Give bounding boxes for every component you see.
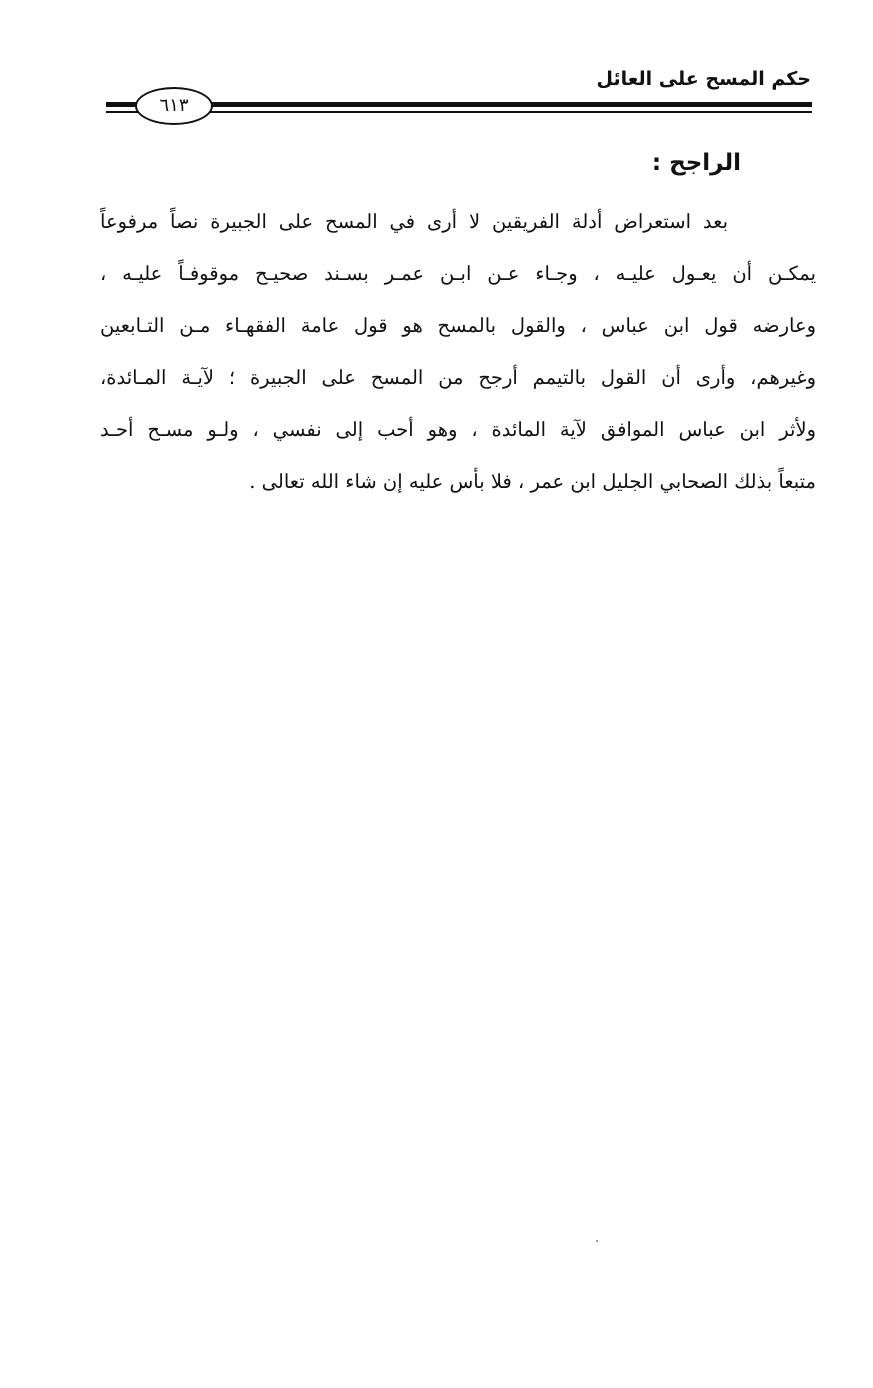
text-line-1: بعد استعراض أدلة الفريقين لا أرى في المسح على الجبيرة نصاً مرفوعاً	[100, 210, 728, 233]
body-paragraph	[100, 196, 816, 508]
text-line-4: وغيرهم، وأرى أن القول بالتيمم أرجح من المسح على الجبيرة ؛ لآيـة المـائدة،	[100, 366, 816, 389]
text-line-2: يمكـن أن يعـول عليـه ، وجـاء عـن ابـن عمـر بسـند صحيـح موقوفـاً عليـه ،	[100, 262, 816, 285]
scan-speck	[596, 1240, 598, 1242]
header-rule-thin	[106, 111, 812, 113]
page-number-oval	[135, 87, 213, 125]
section-heading: الراجح :	[651, 150, 741, 176]
text-line-5: ولأثر ابن عباس الموافق لآية المائدة ، وهو أحب إلى نفسي ، ولـو مسـح أحـد	[100, 418, 816, 441]
running-header-title: حكم المسح على العائل	[596, 68, 811, 90]
page-number: ٦١٣	[159, 95, 189, 116]
text-line-6: متبعاً بذلك الصحابي الجليل ابن عمر ، فلا بأس عليه إن شاء الله تعالى .	[249, 470, 816, 493]
text-line-3: وعارضه قول ابن عباس ، والقول بالمسح هو قول عامة الفقهـاء مـن التـابعين	[100, 314, 816, 337]
